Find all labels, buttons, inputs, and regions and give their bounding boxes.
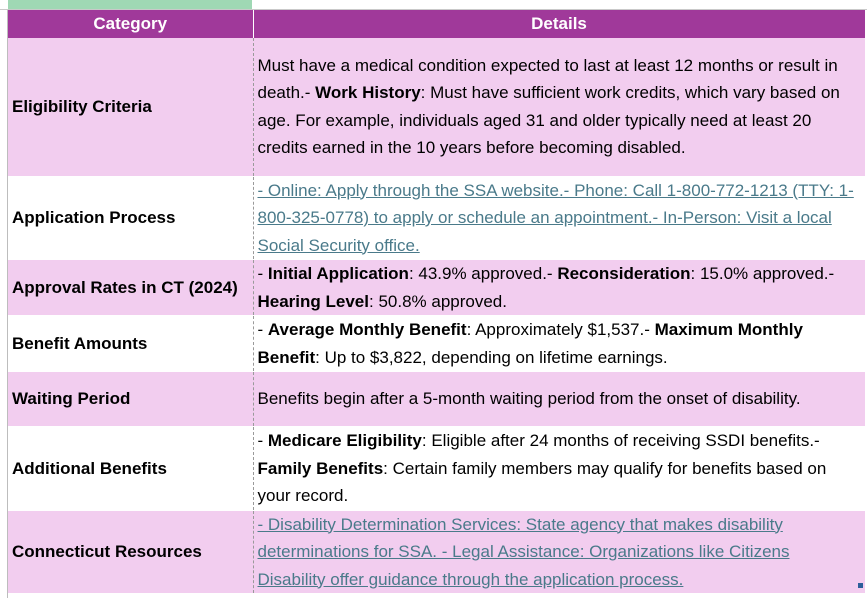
cell-details[interactable]: [253, 260, 865, 316]
ssdi-table: [8, 10, 866, 594]
detail-run: : Up to $3,822, depending on lifetime earnings.: [315, 347, 668, 367]
cell-category[interactable]: Approval Rates in CT (2024): [8, 260, 253, 316]
cell-details[interactable]: [253, 372, 865, 427]
details-link[interactable]: [258, 515, 790, 589]
bold-label: Hearing Level: [257, 291, 369, 311]
details-text: [258, 320, 803, 367]
header-details[interactable]: Details: [253, 10, 865, 38]
detail-run: Benefits begin after a 5-month waiting period from the onset of disability.: [257, 389, 801, 409]
detail-run: : 15.0% approved.-: [690, 264, 835, 283]
detail-run: -: [257, 264, 268, 283]
detail-run: -: [257, 320, 268, 339]
table-row: [8, 510, 865, 594]
detail-run: Must have a medical condition expected to last at least 12 months or result in death.-: [257, 55, 838, 103]
bold-label: Reconsideration: [557, 264, 691, 283]
detail-run: : Approximately $1,537.-: [466, 320, 655, 339]
bold-label: Work History: [315, 83, 421, 103]
details-text: [258, 56, 840, 158]
table-row: [8, 316, 865, 372]
cell-category[interactable]: Eligibility Criteria: [8, 38, 253, 176]
table-row: [8, 38, 865, 176]
details-text: [258, 431, 827, 505]
table-row: [8, 176, 865, 260]
row-header-gutter: [0, 0, 8, 598]
bold-label: Average Monthly Benefit: [267, 320, 467, 339]
detail-run: : Certain family members may qualify for benefits based on your record.: [257, 458, 827, 505]
column-header-strip: [0, 0, 867, 10]
cell-details[interactable]: [253, 316, 865, 372]
bold-label: Initial Application: [267, 264, 409, 283]
header-category[interactable]: Category: [8, 10, 253, 38]
detail-run: : 50.8% approved.: [369, 291, 507, 311]
cell-details[interactable]: [253, 38, 865, 176]
cell-category[interactable]: Connecticut Resources: [8, 510, 253, 594]
cell-details[interactable]: [253, 510, 865, 594]
cell-category[interactable]: Benefit Amounts: [8, 316, 253, 372]
bold-label: Family Benefits: [257, 458, 384, 478]
table-row: [8, 372, 865, 427]
details-text: [258, 389, 801, 408]
details-text: [258, 264, 835, 311]
detail-run: : Eligible after 24 months of receiving SSDI benefits.-: [421, 431, 820, 450]
table-row: [8, 427, 865, 511]
selected-column-highlight: [8, 0, 252, 9]
detail-run: - Disability Determination Services: State agency that makes disability determinations for SSA. - Legal Assistance: Organizations like Citizens Disability offer guidance through the application process.: [257, 514, 790, 589]
detail-run: : Must have sufficient work credits, which vary based on age. For example, individuals aged 31 and older typically need at least 20 credits earned in the 10 years before becoming disabled.: [257, 83, 840, 158]
fill-handle[interactable]: [858, 583, 863, 588]
cell-details[interactable]: [253, 176, 865, 260]
cell-category[interactable]: Application Process: [8, 176, 253, 260]
header-row: [8, 10, 865, 38]
bold-label: Medicare Eligibility: [267, 431, 422, 450]
bold-label: Maximum Monthly Benefit: [257, 320, 803, 367]
cell-category[interactable]: Additional Benefits: [8, 427, 253, 511]
detail-run: -: [257, 431, 268, 450]
details-link[interactable]: [258, 181, 854, 255]
table-row: [8, 260, 865, 316]
detail-run: - Online: Apply through the SSA website.- Phone: Call 1-800-772-1213 (TTY: 1-800-325-0778) to apply or schedule an appointment.- In-Person: Visit a local Social Security office.: [257, 180, 854, 255]
cell-details[interactable]: [253, 427, 865, 511]
detail-run: : 43.9% approved.-: [408, 264, 558, 283]
cell-category[interactable]: Waiting Period: [8, 372, 253, 427]
